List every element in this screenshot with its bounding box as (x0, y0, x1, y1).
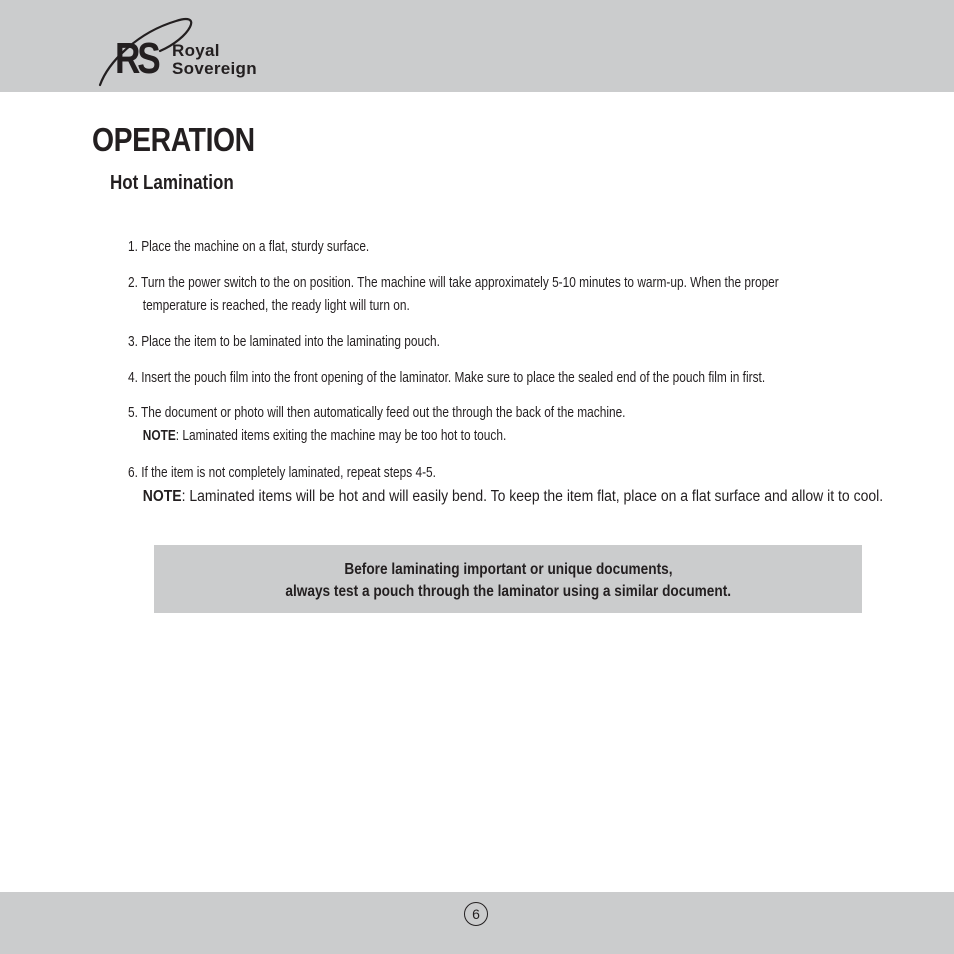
step-4 (128, 367, 768, 390)
step-text-continued: temperature is reached, the ready light will turn on. (142, 298, 410, 314)
step-5 (128, 402, 768, 448)
note-text: : Laminated items exiting the machine may be too hot to touch. (175, 428, 507, 444)
header-band (0, 0, 954, 92)
logo-monogram: RS (115, 34, 158, 83)
page-title: OPERATION (92, 121, 255, 158)
note-text: : Laminated items will be hot and will easily bend. To keep the item flat, place on a flat surface and allow it to cool. (181, 488, 884, 505)
step-text: 3. Place the item to be laminated into the laminating pouch. (128, 334, 440, 350)
section-title: Hot Lamination (110, 172, 234, 194)
step-text: 4. Insert the pouch film into the front opening of the laminator. Make sure to place the sealed end of the pouch film in first. (128, 370, 766, 386)
warning-line-2 (154, 584, 862, 600)
step-text: 2. Turn the power switch to the on position. The machine will take approximately 5-10 minutes to warm-up. When the proper (128, 275, 779, 291)
step-note (128, 425, 768, 448)
step-6 (128, 462, 884, 509)
step-text: 1. Place the machine on a flat, sturdy surface. (128, 239, 370, 255)
step-note (128, 485, 884, 509)
note-label: NOTE (142, 488, 182, 505)
step-1 (128, 236, 768, 259)
warning-text-1: Before laminating important or unique documents, (343, 561, 673, 578)
step-3 (128, 331, 768, 354)
logo-text-royal: Royal (172, 41, 220, 60)
note-label: NOTE (142, 428, 176, 444)
warning-box (154, 545, 862, 613)
logo-text-sovereign: Sovereign (172, 59, 257, 78)
step-2 (128, 272, 779, 318)
step-text: 5. The document or photo will then automatically feed out the through the back of the machine. (128, 405, 626, 421)
warning-line-1 (154, 562, 862, 578)
royal-sovereign-logo (96, 15, 276, 89)
step-text: 6. If the item is not completely laminated, repeat steps 4-5. (128, 465, 436, 481)
warning-text-2: always test a pouch through the laminator using a similar document. (285, 583, 731, 600)
page-number: 6 (464, 902, 488, 926)
